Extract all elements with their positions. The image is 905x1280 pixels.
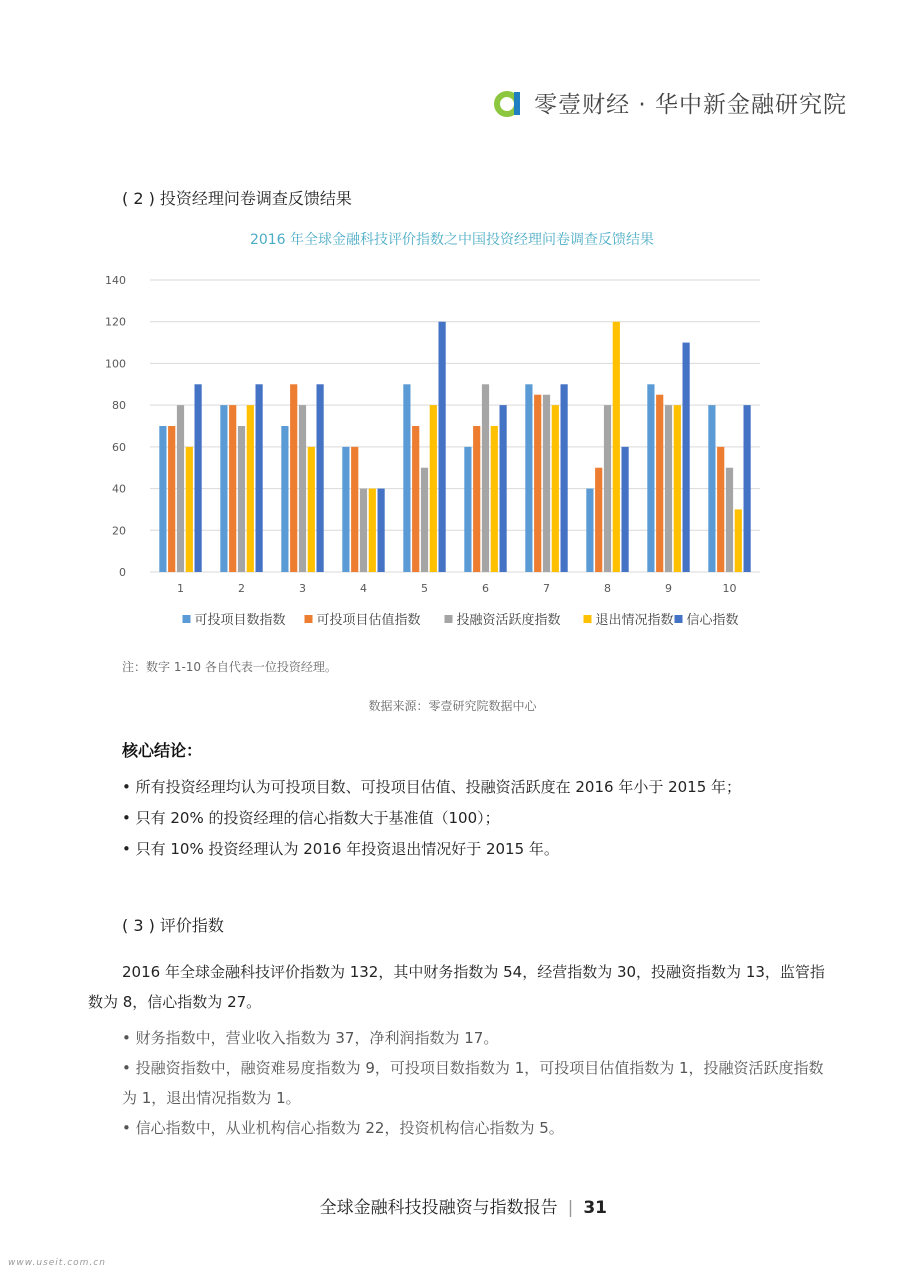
bar [665,405,672,572]
bar [342,447,349,572]
index-detail-item: • 投融资指数中，融资难易度指数为 9，可投项目数指数为 1，可投项目估值指数为 1，投融资活跃度指数为 1，退出情况指数为 1。 [122,1059,824,1107]
bar [247,405,254,572]
bar [430,405,437,572]
y-tick-label: 0 [119,566,126,579]
bar [656,395,663,572]
header [494,86,847,119]
bar [726,468,733,572]
legend-swatch [183,615,191,623]
index-detail-item: • 财务指数中，营业收入指数为 37，净利润指数为 17。 [122,1029,499,1047]
x-tick-label: 7 [543,582,550,595]
y-tick-label: 80 [112,399,126,413]
y-tick-label: 40 [112,482,126,496]
chart-title: 2016 年全球金融科技评价指数之中国投资经理问卷调查反馈结果 [249,232,655,248]
section-2-title: ( 2 ) 投资经理问卷调查反馈结果 [122,189,352,208]
conclusion-item: • 只有 10% 投资经理认为 2016 年投资退出情况好于 2015 年。 [122,840,559,858]
index-detail-item: • 信心指数中，从业机构信心指数为 22，投资机构信心指数为 5。 [122,1119,564,1137]
conclusion-title: 核心结论： [122,741,203,760]
bar [195,384,202,572]
x-tick-label: 3 [299,582,306,595]
conclusion-item: • 只有 20% 的投资经理的信心指数大于基准值（100）； [122,809,500,827]
legend-label: 退出情况指数 [595,613,674,628]
bar [159,426,166,572]
legend-swatch [584,615,592,623]
bar [622,447,629,572]
bar [220,405,227,572]
bar [168,426,175,572]
bar [525,384,532,572]
x-tick-label: 8 [604,582,611,595]
brand-logo-icon [494,88,524,118]
bar [717,447,724,572]
legend-label: 可投项目数指数 [194,613,286,628]
bar [308,447,315,572]
bar-chart [100,222,800,642]
bar [369,489,376,572]
chart-note: 注：数字 1-10 各自代表一位投资经理。 [122,660,337,674]
x-tick-label: 10 [722,582,737,595]
y-tick-label: 60 [112,440,126,454]
bar [552,405,559,572]
y-tick-label: 100 [105,357,126,371]
bar [412,426,419,572]
legend-label: 信心指数 [686,613,739,628]
bar [500,405,507,572]
section-3-list [122,1023,832,1143]
x-tick-label: 4 [360,582,367,595]
bar [177,405,184,572]
bar [534,395,541,572]
y-tick-label: 120 [105,315,126,329]
bar [491,426,498,572]
bar [482,384,489,572]
bar [186,447,193,572]
bar [735,509,742,572]
bar [473,426,480,572]
bar [674,405,681,572]
legend-label: 可投项目估值指数 [316,613,421,628]
bar [604,405,611,572]
bar [708,405,715,572]
watermark: www.useit.com.cn [8,1258,106,1268]
bar [281,426,288,572]
bar [744,405,751,572]
bar [351,447,358,572]
x-tick-label: 1 [177,582,184,595]
bar [683,343,690,572]
legend-swatch [445,615,453,623]
bar [403,384,410,572]
bar [238,426,245,572]
legend-label: 投融资活跃度指数 [456,613,561,628]
y-tick-label: 140 [105,274,126,287]
x-tick-label: 9 [665,582,672,595]
bar [229,405,236,572]
bar [421,468,428,572]
bar [647,384,654,572]
conclusion-item: • 所有投资经理均认为可投项目数、可投项目估值、投融资活跃度在 2016 年小于 2015 年； [122,778,742,796]
conclusion-list [122,772,741,865]
legend-swatch [305,615,313,623]
bar [586,489,593,572]
bar [543,395,550,572]
bar [317,384,324,572]
bar [464,447,471,572]
x-tick-label: 2 [238,582,245,595]
footer-divider: | [567,1198,574,1218]
bar [613,322,620,572]
x-tick-label: 5 [421,582,428,595]
chart-svg [100,222,800,642]
section-3-title: ( 3 ) 评价指数 [122,916,224,935]
section-3-paragraph: 2016 年全球金融科技评价指数为 132，其中财务指数为 54，经营指数为 30，投融资指数为 13，监管指数为 8，信心指数为 27。 [88,963,825,1011]
bar [378,489,385,572]
bar [256,384,263,572]
bar [595,468,602,572]
legend-swatch [675,615,683,623]
y-tick-label: 20 [112,524,126,538]
data-source: 数据来源：零壹研究院数据中心 [368,699,537,713]
x-tick-label: 6 [482,582,489,595]
bar [290,384,297,572]
bar [561,384,568,572]
bar [299,405,306,572]
footer-title: 全球金融科技投融资与指数报告 [319,1198,558,1218]
bar [439,322,446,572]
brand-name: 零壹财经 · 华中新金融研究院 [534,92,847,118]
page-number: 31 [583,1198,607,1218]
page-footer [320,1193,607,1218]
bar [360,489,367,572]
